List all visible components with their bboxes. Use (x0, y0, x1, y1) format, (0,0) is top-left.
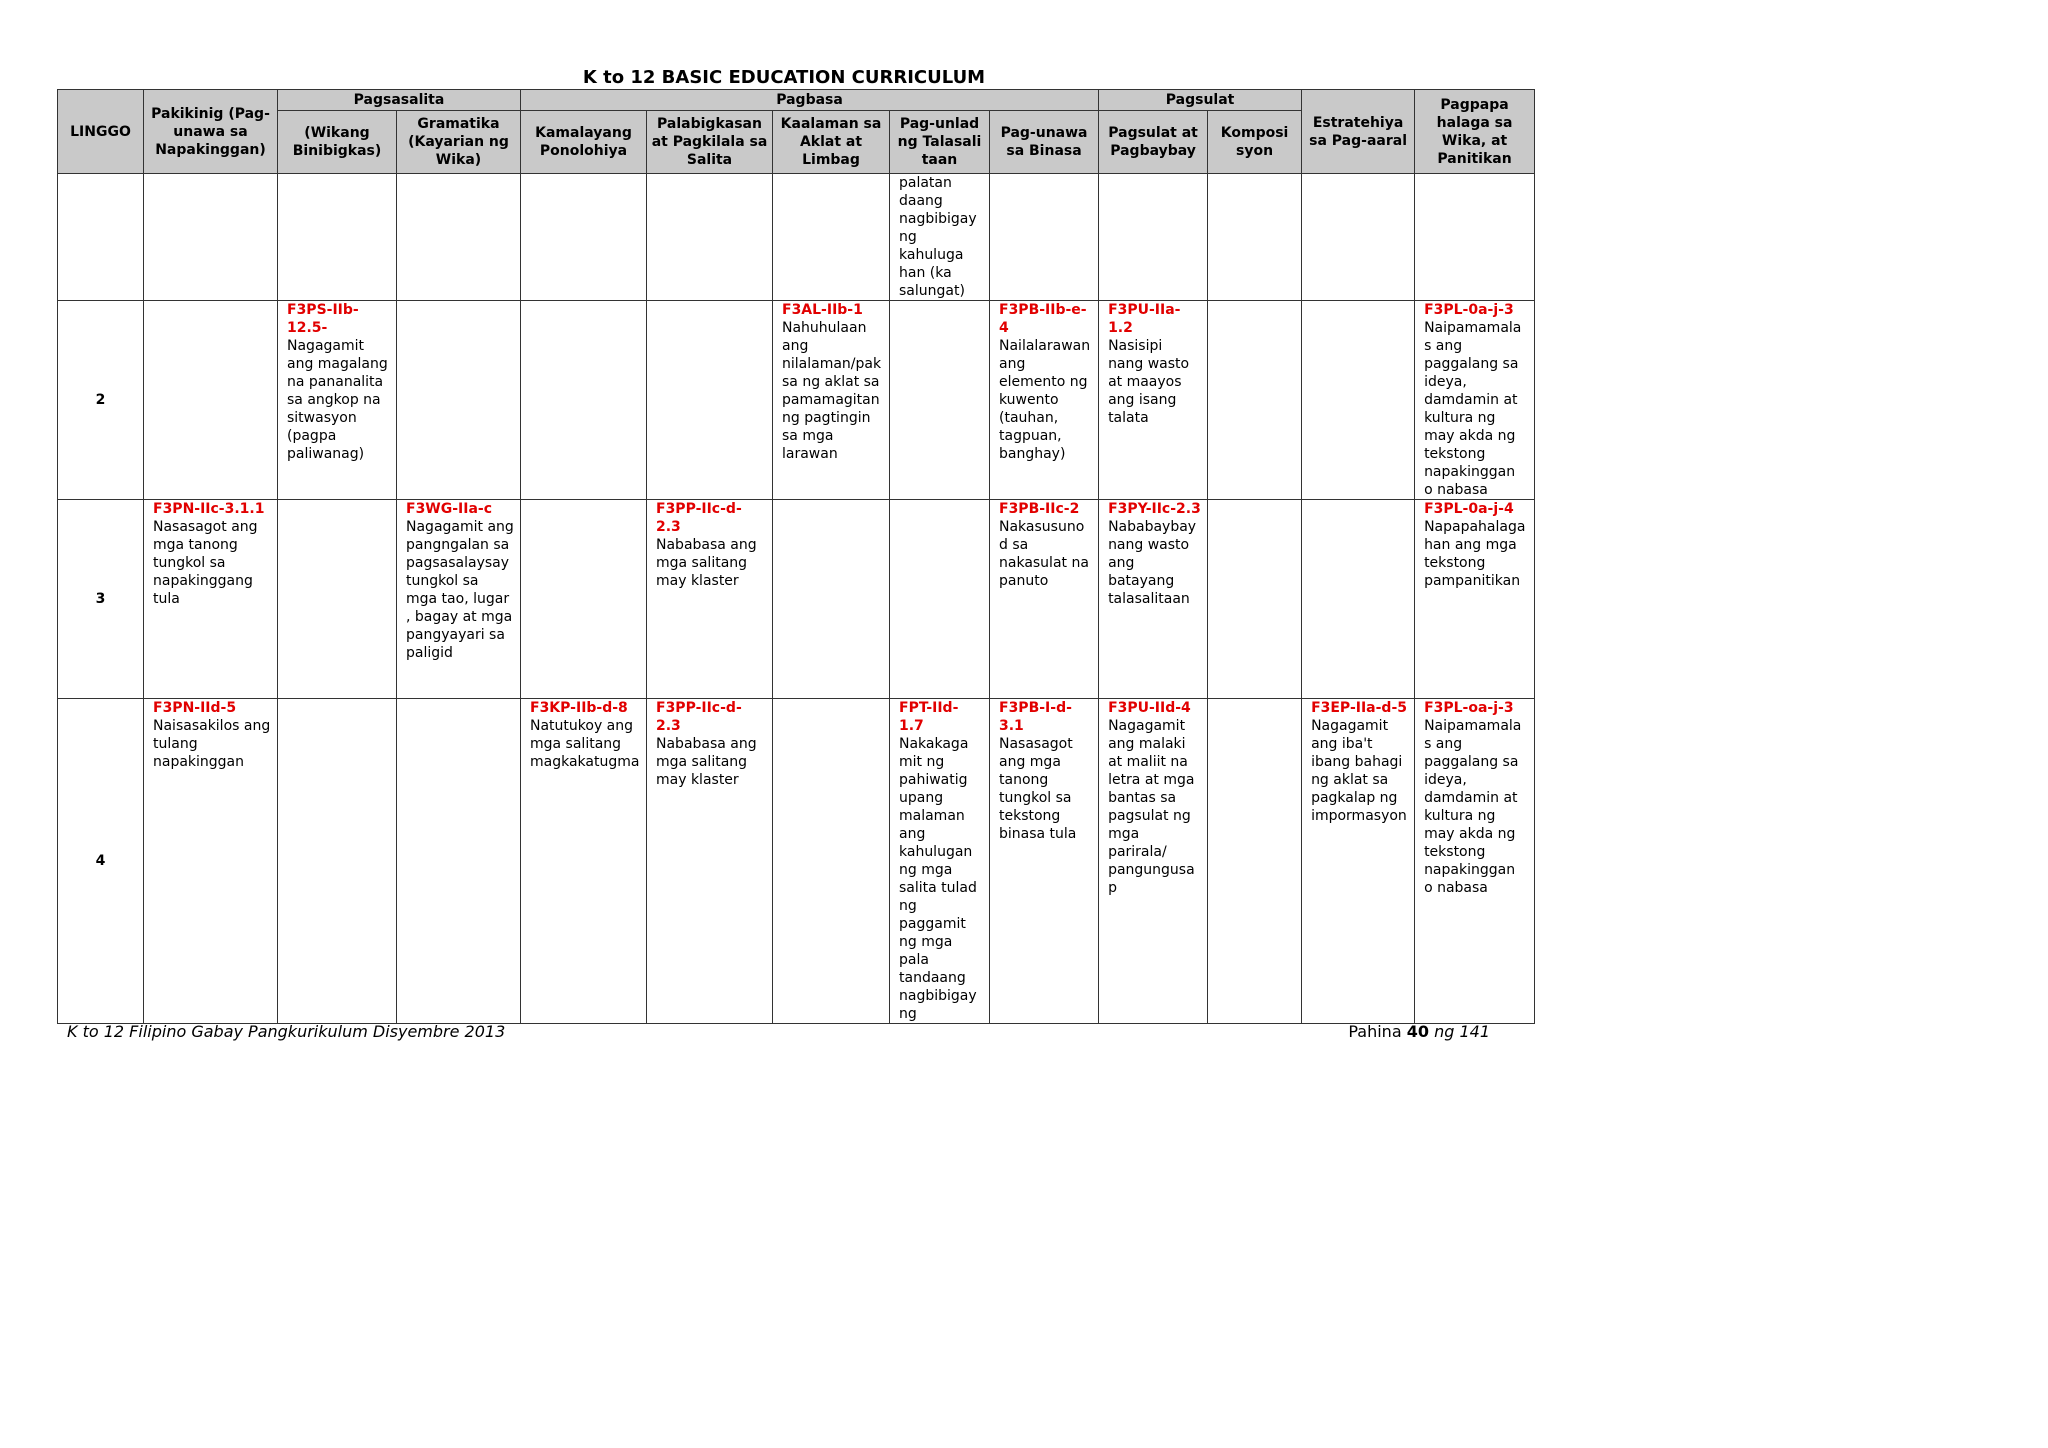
competency-description: Nakasusunod sa nakasulat na panuto (999, 519, 1089, 589)
cell-pag-unlad (890, 699, 990, 1024)
cell-pagsulat-pagbaybay (1099, 699, 1208, 1024)
footer-document-name: K to 12 Filipino Gabay Pangkurikulum Disyembre 2013 (67, 1022, 506, 1041)
competency-description: palatan daang nagbibigay ng kahuluga han (ka salungat) (899, 175, 977, 299)
cell-komposisyon (1208, 174, 1302, 301)
competency-code: F3PS-IIb-12.5- (287, 302, 359, 336)
cell-pag-unawa (990, 699, 1099, 1024)
week-number: 3 (58, 500, 144, 699)
competency-description: Naipamamalas ang paggalang sa ideya, damdamin at kultura ng may akda ng tekstong napakinggan o nabasa (1424, 718, 1522, 896)
cell-kaalaman (773, 174, 890, 301)
header-pagsulat: Pagsulat (1099, 90, 1302, 111)
competency-description: Natutukoy ang mga salitang magkakatugma (530, 718, 640, 770)
header-pag-unawa: Pag-unawa sa Binasa (990, 111, 1099, 174)
cell-kaalaman (773, 301, 890, 500)
header-kaalaman: Kaalaman sa Aklat at Limbag (773, 111, 890, 174)
cell-palabigkasan (647, 500, 773, 699)
week-number: 4 (58, 699, 144, 1024)
header-komposisyon: Komposi syon (1208, 111, 1302, 174)
footer-page-info (1348, 1022, 1490, 1041)
competency-description: Nagagamit ang magalang na pananalita sa angkop na sitwasyon (pagpa paliwanag) (287, 338, 388, 462)
footer-page-label: Pahina (1348, 1022, 1402, 1041)
competency-code: F3PP-IIc-d-2.3 (656, 501, 742, 535)
competency-code: FPT-IId-1.7 (899, 700, 959, 734)
header-kamalayang-ponolohiya: Kamalayang Ponolohiya (521, 111, 647, 174)
competency-code: F3PN-IIc-3.1.1 (153, 501, 265, 517)
header-linggo: LINGGO (58, 90, 144, 174)
competency-description: Nahuhulaan ang nilalaman/pak sa ng aklat sa pamamagitan ng pagtingin sa mga larawan (782, 320, 882, 462)
header-pagbasa: Pagbasa (521, 90, 1099, 111)
header-pag-unlad: Pag-unlad ng Talasali taan (890, 111, 990, 174)
header-wikang-binibigkas: (Wikang Binibigkas) (278, 111, 397, 174)
cell-pag-unlad (890, 174, 990, 301)
competency-code: F3WG-IIa-c (406, 501, 493, 517)
cell-pagpapahalaga (1415, 174, 1535, 301)
header-palabigkasan: Palabigkasan at Pagkilala sa Salita (647, 111, 773, 174)
competency-code: F3EP-IIa-d-5 (1311, 700, 1408, 716)
cell-pakikinig (144, 699, 278, 1024)
cell-pakikinig (144, 174, 278, 301)
cell-pag-unawa (990, 301, 1099, 500)
cell-estratehiya (1302, 699, 1415, 1024)
competency-description: Nagagamit ang malaki at maliit na letra at mga bantas sa pagsulat ng mga parirala/ pangungusap (1108, 718, 1195, 896)
competency-description: Nakakaga mit ng pahiwatig upang malaman ang kahulugan ng mga salita tulad ng paggamit ng mga pala tandaang nagbibigay ng (899, 736, 977, 1022)
competency-code: F3PB-IIb-e-4 (999, 302, 1087, 336)
cell-palabigkasan (647, 301, 773, 500)
competency-description: Nasisipi nang wasto at maayos ang isang talata (1108, 338, 1190, 426)
header-estratehiya: Estratehiya sa Pag-aaral (1302, 90, 1415, 174)
competency-description: Nababaybay nang wasto ang batayang talasalitaan (1108, 519, 1197, 607)
table-row (58, 699, 1535, 1024)
header-pakikinig: Pakikinig (Pag-unawa sa Napakinggan) (144, 90, 278, 174)
competency-description: Nababasa ang mga salitang may klaster (656, 537, 757, 589)
cell-pakikinig (144, 500, 278, 699)
competency-description: Nagagamit ang pangngalan sa pagsasalaysay tungkol sa mga tao, lugar , bagay at mga pangyayari sa paligid (406, 519, 514, 661)
table-row (58, 174, 1535, 301)
competency-code: F3PU-IId-4 (1108, 700, 1191, 716)
cell-kamalayang-ponolohiya (521, 699, 647, 1024)
competency-code: F3PB-IIc-2 (999, 501, 1080, 517)
cell-komposisyon (1208, 301, 1302, 500)
competency-code: F3KP-IIb-d-8 (530, 700, 628, 716)
competency-code: F3PU-IIa-1.2 (1108, 302, 1181, 336)
week-number: 2 (58, 301, 144, 500)
cell-komposisyon (1208, 699, 1302, 1024)
cell-gramatika (397, 699, 521, 1024)
cell-wikang-binibigkas (278, 301, 397, 500)
cell-estratehiya (1302, 174, 1415, 301)
competency-code: F3PN-IId-5 (153, 700, 237, 716)
table-row (58, 500, 1535, 699)
competency-code: F3PL-oa-j-3 (1424, 700, 1514, 716)
cell-gramatika (397, 500, 521, 699)
cell-kaalaman (773, 500, 890, 699)
competency-description: Naisasakilos ang tulang napakinggan (153, 718, 271, 770)
competency-code: F3PY-IIc-2.3 (1108, 501, 1201, 517)
cell-pagpapahalaga (1415, 500, 1535, 699)
cell-wikang-binibigkas (278, 174, 397, 301)
competency-code: F3PL-0a-j-3 (1424, 302, 1514, 318)
cell-pakikinig (144, 301, 278, 500)
competency-description: Nailalarawan ang elemento ng kuwento (tauhan, tagpuan, banghay) (999, 338, 1091, 462)
document-title: K to 12 BASIC EDUCATION CURRICULUM (582, 67, 986, 88)
cell-wikang-binibigkas (278, 699, 397, 1024)
table-row (58, 301, 1535, 500)
cell-pag-unlad (890, 500, 990, 699)
cell-kamalayang-ponolohiya (521, 301, 647, 500)
competency-description: Nagagamit ang iba't ibang bahagi ng aklat sa pagkalap ng impormasyon (1311, 718, 1407, 824)
cell-wikang-binibigkas (278, 500, 397, 699)
cell-estratehiya (1302, 301, 1415, 500)
header-pagsasalita: Pagsasalita (278, 90, 521, 111)
cell-pag-unawa (990, 500, 1099, 699)
cell-pagsulat-pagbaybay (1099, 301, 1208, 500)
cell-pagpapahalaga (1415, 301, 1535, 500)
cell-gramatika (397, 301, 521, 500)
cell-palabigkasan (647, 174, 773, 301)
curriculum-table (57, 89, 1535, 1024)
header-pagpapahalaga: Pagpapa halaga sa Wika, at Panitikan (1415, 90, 1535, 174)
cell-estratehiya (1302, 500, 1415, 699)
cell-pag-unawa (990, 174, 1099, 301)
cell-kaalaman (773, 699, 890, 1024)
competency-code: F3PB-I-d-3.1 (999, 700, 1072, 734)
competency-description: Napapahalaga han ang mga tekstong pampanitikan (1424, 519, 1526, 589)
cell-kamalayang-ponolohiya (521, 174, 647, 301)
cell-komposisyon (1208, 500, 1302, 699)
cell-gramatika (397, 174, 521, 301)
competency-description: Nasasagot ang mga tanong tungkol sa napakinggang tula (153, 519, 258, 607)
header-gramatika: Gramatika (Kayarian ng Wika) (397, 111, 521, 174)
competency-code: F3PL-0a-j-4 (1424, 501, 1514, 517)
cell-pagpapahalaga (1415, 699, 1535, 1024)
footer-page-of: ng 141 (1434, 1022, 1490, 1041)
cell-pagsulat-pagbaybay (1099, 174, 1208, 301)
competency-description: Nababasa ang mga salitang may klaster (656, 736, 757, 788)
cell-pagsulat-pagbaybay (1099, 500, 1208, 699)
competency-code: F3PP-IIc-d-2.3 (656, 700, 742, 734)
week-number (58, 174, 144, 301)
competency-code: F3AL-IIb-1 (782, 302, 863, 318)
header-pagsulat-pagbaybay: Pagsulat at Pagbaybay (1099, 111, 1208, 174)
cell-kamalayang-ponolohiya (521, 500, 647, 699)
cell-pag-unlad (890, 301, 990, 500)
competency-description: Naipamamalas ang paggalang sa ideya, damdamin at kultura ng may akda ng tekstong napakinggan o nabasa (1424, 320, 1522, 498)
competency-description: Nasasagot ang mga tanong tungkol sa tekstong binasa tula (999, 736, 1077, 842)
footer-page-number: 40 (1406, 1022, 1429, 1041)
cell-palabigkasan (647, 699, 773, 1024)
